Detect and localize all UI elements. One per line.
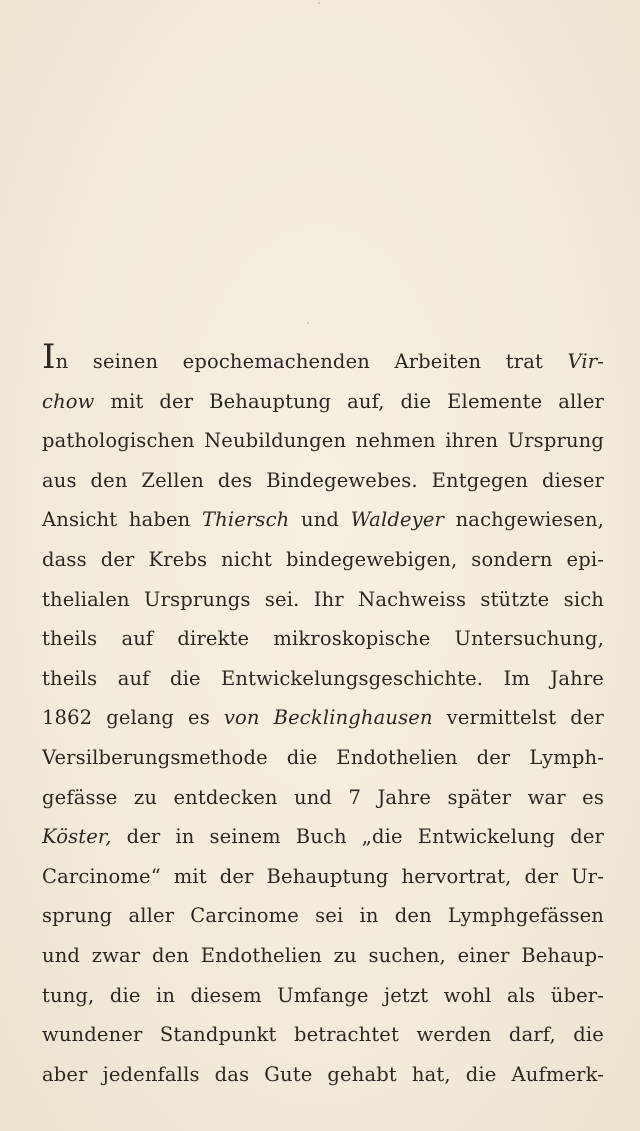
text-line: pathologischen Neubildungen nehmen ihren Ursprung [42, 429, 604, 453]
text-line: Carcinome“ mit der Behauptung hervortrat, der Ur- [42, 864, 604, 888]
paper-speck [307, 322, 309, 324]
body-paragraph [42, 337, 605, 1094]
text-line: Ansicht haben Thiersch und Waldeyer nachgewiesen, [42, 508, 605, 532]
text-line: theils auf direkte mikroskopische Untersuchung, [42, 627, 604, 651]
author-name: Waldeyer [350, 508, 444, 532]
author-name: Vir- [567, 350, 604, 373]
text-line: aus den Zellen des Bindegewebes. Entgegen dieser [42, 468, 604, 492]
text-line: dass der Krebs nicht bindegewebigen, sondern epi- [42, 547, 604, 571]
text-line: 1862 gelang es von Becklinghausen vermittelst der [42, 706, 604, 730]
author-name: chow [42, 389, 95, 413]
text-line: sprung aller Carcinome sei in den Lymphgefässen [42, 904, 604, 928]
text-line: gefässe zu entdecken und 7 Jahre später war es [42, 785, 604, 809]
text-line: In seinen epochemachenden Arbeiten trat Vir- [42, 337, 604, 377]
author-name: Thiersch [202, 508, 290, 532]
text-line: thelialen Ursprungs sei. Ihr Nachweiss stützte sich [42, 587, 604, 611]
paper-speck [318, 2, 320, 4]
text-line: Köster, der in seinem Buch „die Entwickelung der [42, 825, 604, 849]
text-line: Versilberungsmethode die Endothelien der Lymph- [42, 745, 604, 769]
author-name: Köster, [42, 825, 112, 849]
text-line: theils auf die Entwickelungsgeschichte. Im Jahre [42, 666, 604, 690]
text-line: aber jedenfalls das Gute gehabt hat, die Aufmerk- [42, 1062, 604, 1086]
text-line: chow mit der Behauptung auf, die Elemente aller [42, 389, 604, 413]
text-line: wundener Standpunkt betrachtet werden darf, die [42, 1023, 604, 1047]
author-name: von Becklinghausen [223, 706, 433, 730]
initial-letter: I [42, 337, 56, 377]
text-line: und zwar den Endothelien zu suchen, einer Behaup- [42, 943, 604, 967]
text-line: tung, die in diesem Umfange jetzt wohl als über- [42, 983, 604, 1007]
